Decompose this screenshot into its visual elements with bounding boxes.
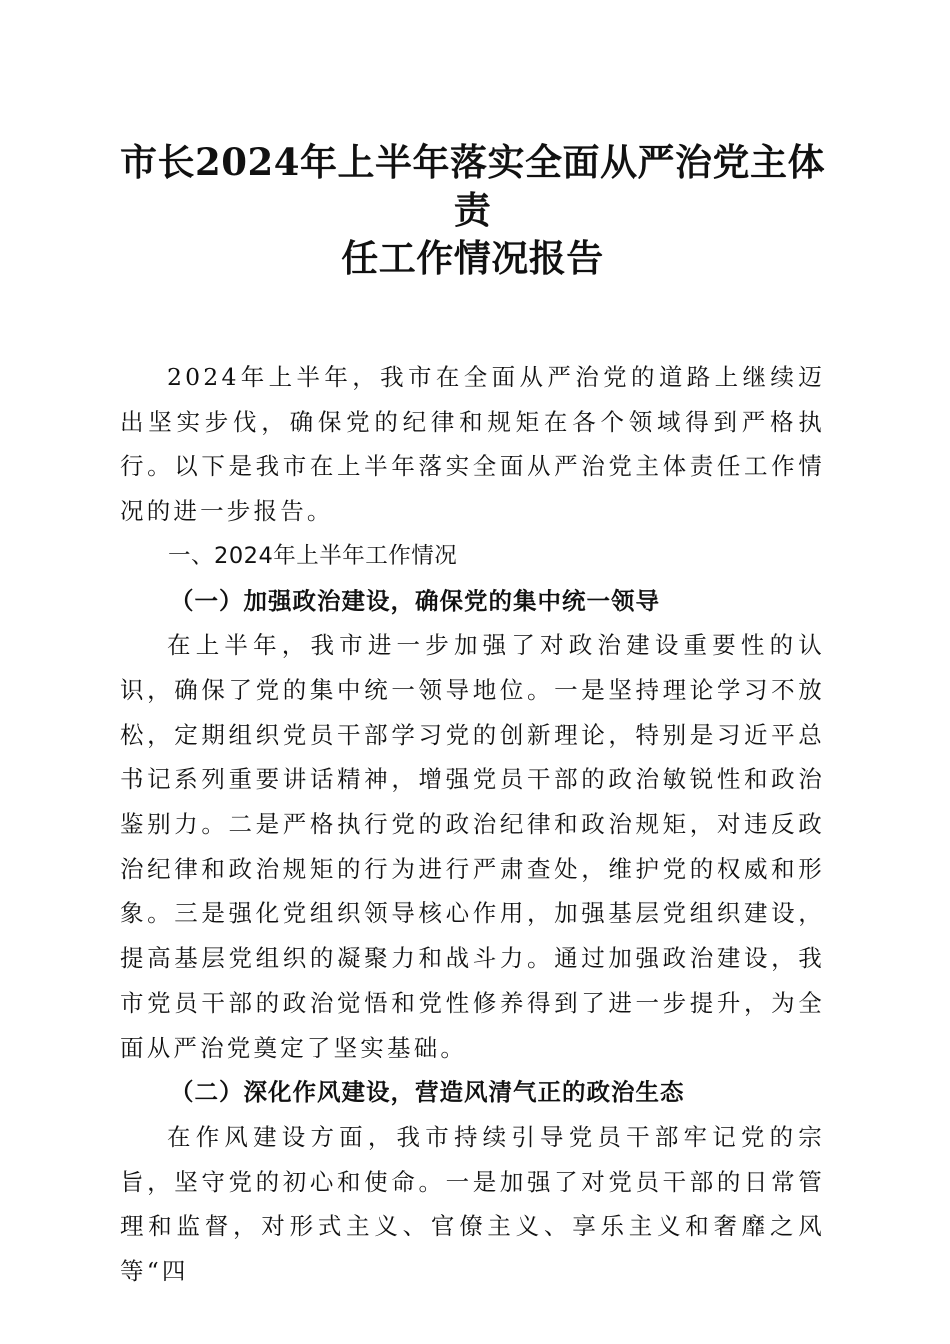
subsection-2-paragraph: 在作风建设方面，我市持续引导党员干部牢记党的宗旨，坚守党的初心和使命。一是加强了对党员干部的日常管理和监督，对形式主义、官僚主义、享乐主义和奢靡之风等“四: [120, 1122, 825, 1286]
subsection-heading-2: （二）深化作风建设，营造风清气正的政治生态: [170, 1078, 685, 1107]
document-title: [120, 138, 825, 282]
subsection-heading-1: （一）加强政治建设，确保党的集中统一领导: [170, 586, 660, 615]
document-page: [120, 138, 825, 1294]
document-body: [120, 355, 825, 1294]
title-line-1: 市长2024年上半年落实全面从严治党主体责: [120, 140, 825, 232]
intro-paragraph: 2024年上半年，我市在全面从严治党的道路上继续迈出坚实步伐，确保党的纪律和规矩在各个领域得到严格执行。以下是我市在上半年落实全面从严治党主体责任工作情况的进一步报告。: [120, 363, 825, 526]
subsection-1-paragraph: 在上半年，我市进一步加强了对政治建设重要性的认识，确保了党的集中统一领导地位。一是坚持理论学习不放松，定期组织党员干部学习党的创新理论，特别是习近平总书记系列重要讲话精神，增强党员干部的政治敏锐性和政治鉴别力。二是严格执行党的政治纪律和政治规矩，对违反政治纪律和政治规矩的行为进行严肃查处，维护党的权威和形象。三是强化党组织领导核心作用，加强基层党组织建设，提高基层党组织的凝聚力和战斗力。通过加强政治建设，我市党员干部的政治觉悟和党性修养得到了进一步提升，为全面从严治党奠定了坚实基础。: [120, 631, 825, 1062]
section-heading-1: 一、2024年上半年工作情况: [168, 542, 458, 569]
title-line-2: 任工作情况报告: [341, 236, 604, 280]
